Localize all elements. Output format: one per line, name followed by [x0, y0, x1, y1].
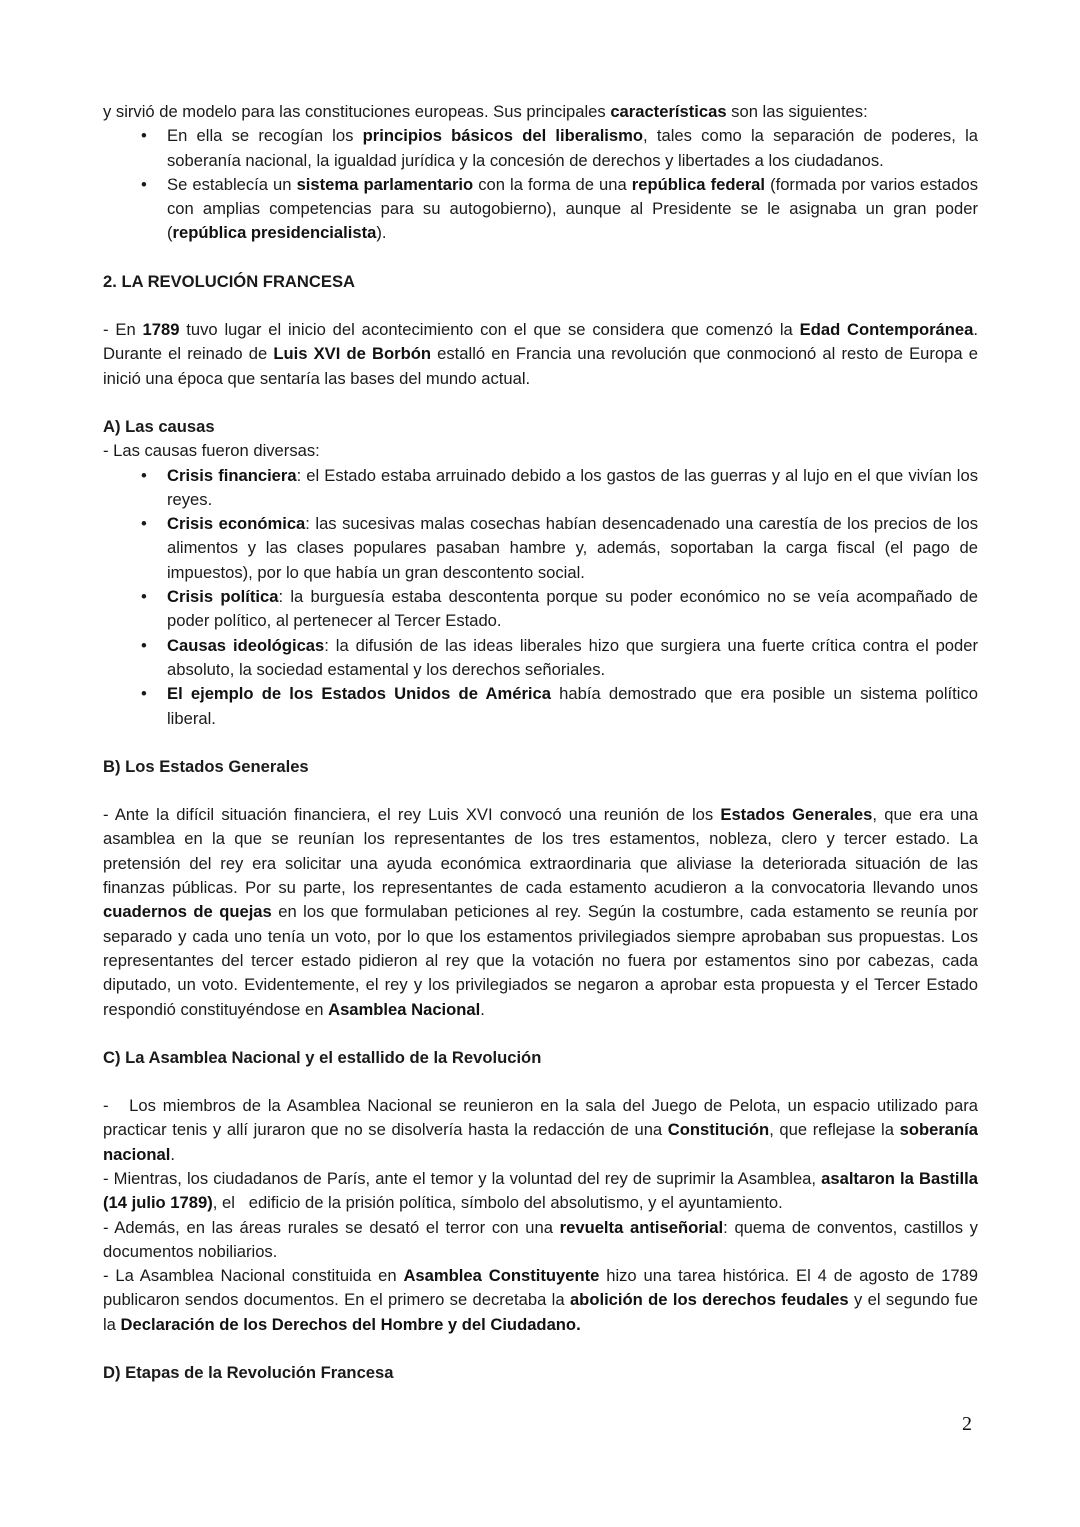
list-item: • Crisis política: la burguesía estaba descontenta porque su poder económico no se veía acompañado de poder político, al pertenecer al Tercer Estado. [103, 585, 978, 634]
assembly-paragraph: - Mientras, los ciudadanos de París, ante el temor y la voluntad del rey de suprimir la Asamblea, asaltaron la Bastilla (14 julio 1789), el edificio de la prisión política, símbolo del absolutismo, y el ayuntamiento. [103, 1168, 978, 1213]
section-intro-paragraph: - En 1789 tuvo lugar el inicio del acontecimiento con el que se considera que comenzó la Edad Contemporánea. Durante el reinado de Luis XVI de Borbón estalló en Francia una revolución que conmocionó al resto de Europa e inició una época que sentaría las bases del mundo actual. [103, 320, 979, 388]
subsection-heading-causes: A) Las causas [103, 416, 215, 436]
list-item: • Causas ideológicas: la difusión de las ideas liberales hizo que surgiera una fuerte crítica contra el poder absoluto, la sociedad estamental y los derechos señoriales. [103, 634, 978, 683]
list-item: • En ella se recogían los principios básicos del liberalismo, tales como la separación de poderes, la soberanía nacional, la igualdad jurídica y la concesión de derechos y libertades a los ciudadanos. [103, 124, 978, 173]
list-item: • El ejemplo de los Estados Unidos de América había demostrado que era posible un sistema político liberal. [103, 682, 978, 731]
list-item: • Se establecía un sistema parlamentario con la forma de una república federal (formada por varios estados con amplias competencias para su autogobierno), aunque al Presidente se le asignaba un gran poder (república presidencialista). [103, 173, 978, 246]
estates-paragraph: - Ante la difícil situación financiera, el rey Luis XVI convocó una reunión de los Estados Generales, que era una asamblea en la que se reunían los representantes de los tres estamentos, nobleza, clero y tercer estado. La pretensión del rey era solicitar una ayuda económica extraordinaria que aliviase la deteriorada situación de las finanzas públicas. Por su parte, los representantes de cada estamento acudieron a la convocatoria llevando unos cuadernos de quejas en los que formulaban peticiones al rey. Según la costumbre, cada estamento se reunía por separado y cada uno tenía un voto, por lo que los estamentos privilegiados siempre aprobaban sus propuestas. Los representantes del tercer estado pidieron al rey que la votación no fuera por estamentos sino por cabezas, cada diputado, un voto. Evidentemente, el rey y los privilegiados se negaron a aprobar esta propuesta y el Tercer Estado respondió constituyéndose en Asamblea Nacional. [103, 805, 979, 1019]
subsection-heading-estates: B) Los Estados Generales [103, 756, 309, 776]
subsection-heading-stages: D) Etapas de la Revolución Francesa [103, 1363, 394, 1383]
document-page [103, 100, 978, 1385]
assembly-paragraph: - Los miembros de la Asamblea Nacional se reunieron en la sala del Juego de Pelota, un espacio utilizado para practicar tenis y allí juraron que no se disolvería hasta la redacción de una Constitución, que reflejase la soberanía nacional. [103, 1096, 978, 1164]
section-heading: 2. LA REVOLUCIÓN FRANCESA [103, 271, 355, 291]
intro-bullet-list [103, 124, 978, 245]
causes-lead: - Las causas fueron diversas: [103, 441, 320, 461]
intro-line: y sirvió de modelo para las constituciones europeas. Sus principales características son las siguientes: [103, 102, 868, 121]
list-item: • Crisis financiera: el Estado estaba arruinado debido a los gastos de las guerras y al lujo en el que vivían los reyes. [103, 464, 978, 513]
list-item: • Crisis económica: las sucesivas malas cosechas habían desencadenado una carestía de los precios de los alimentos y las clases populares pasaban hambre y, además, soportaban la carga fiscal (el pago de impuestos), por lo que había un gran descontento social. [103, 512, 978, 585]
subsection-heading-assembly: C) La Asamblea Nacional y el estallido de la Revolución [103, 1047, 542, 1067]
assembly-paragraph: - La Asamblea Nacional constituida en Asamblea Constituyente hizo una tarea histórica. El 4 de agosto de 1789 publicaron sendos documentos. En el primero se decretaba la abolición de los derechos feudales y el segundo fue la Declaración de los Derechos del Hombre y del Ciudadano. [103, 1266, 979, 1334]
assembly-paragraph: - Además, en las áreas rurales se desató el terror con una revuelta antiseñorial: quema de conventos, castillos y documentos nobiliarios. [103, 1217, 978, 1261]
page-number: 2 [962, 1413, 972, 1435]
causes-bullet-list [103, 464, 978, 731]
